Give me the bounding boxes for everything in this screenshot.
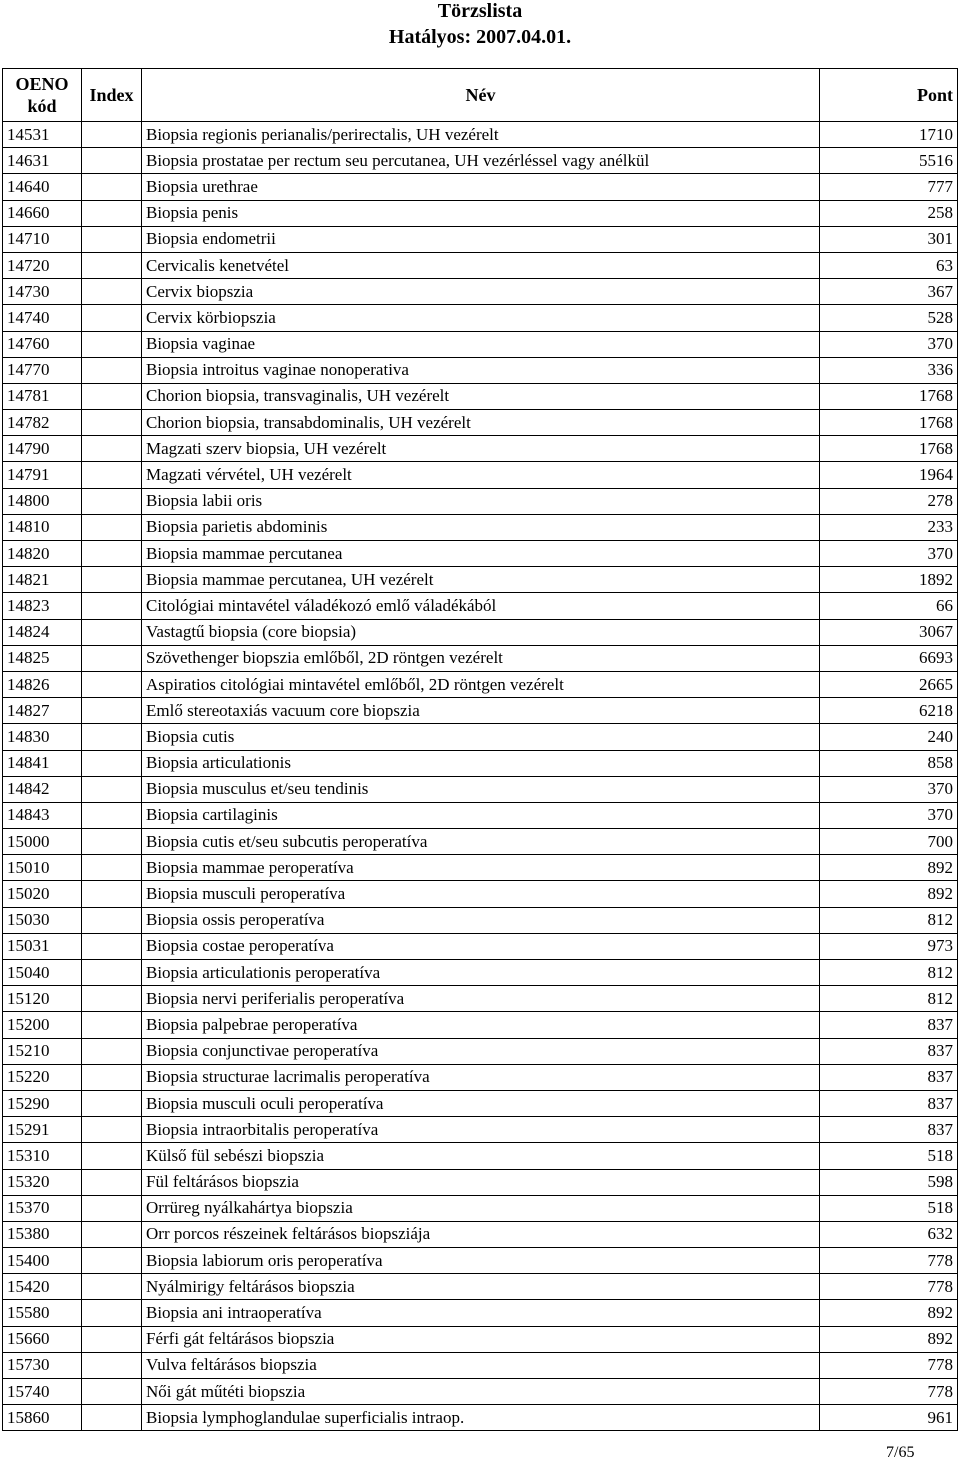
points-cell: 892 xyxy=(820,1326,958,1352)
table-row xyxy=(3,305,958,331)
procedure-name-cell: Szövethenger biopszia emlőből, 2D röntgen vezérelt xyxy=(142,645,820,671)
points-cell: 837 xyxy=(820,1012,958,1038)
index-cell xyxy=(82,671,142,697)
index-cell xyxy=(82,488,142,514)
points-cell: 700 xyxy=(820,829,958,855)
table-row xyxy=(3,698,958,724)
index-cell xyxy=(82,750,142,776)
points-cell: 336 xyxy=(820,357,958,383)
table-row xyxy=(3,593,958,619)
column-header-name: Név xyxy=(142,69,820,122)
oeno-code-cell: 14830 xyxy=(3,724,82,750)
procedure-name-cell: Biopsia lymphoglandulae superficialis intraop. xyxy=(142,1405,820,1431)
table-row xyxy=(3,462,958,488)
document-title: Törzslista xyxy=(437,0,523,22)
oeno-code-cell: 15740 xyxy=(3,1379,82,1405)
points-cell: 632 xyxy=(820,1221,958,1247)
table-row xyxy=(3,331,958,357)
index-cell xyxy=(82,802,142,828)
oeno-code-cell: 14841 xyxy=(3,750,82,776)
table-header-row xyxy=(3,69,958,122)
index-cell xyxy=(82,907,142,933)
table-row xyxy=(3,907,958,933)
procedure-name-cell: Biopsia introitus vaginae nonoperativa xyxy=(142,357,820,383)
table-row xyxy=(3,1117,958,1143)
procedure-name-cell: Biopsia labii oris xyxy=(142,488,820,514)
table-row xyxy=(3,1012,958,1038)
points-cell: 3067 xyxy=(820,619,958,645)
oeno-code-cell: 14770 xyxy=(3,357,82,383)
index-cell xyxy=(82,436,142,462)
procedure-name-cell: Biopsia penis xyxy=(142,200,820,226)
procedure-name-cell: Nyálmirigy feltárásos biopszia xyxy=(142,1274,820,1300)
points-cell: 63 xyxy=(820,252,958,278)
points-cell: 528 xyxy=(820,305,958,331)
table-row xyxy=(3,1221,958,1247)
points-cell: 301 xyxy=(820,226,958,252)
index-cell xyxy=(82,1090,142,1116)
procedure-name-cell: Női gát műtéti biopszia xyxy=(142,1379,820,1405)
points-cell: 1768 xyxy=(820,383,958,409)
points-cell: 1710 xyxy=(820,122,958,148)
points-cell: 858 xyxy=(820,750,958,776)
procedure-name-cell: Biopsia mammae percutanea, UH vezérelt xyxy=(142,567,820,593)
table-row xyxy=(3,881,958,907)
table-row xyxy=(3,541,958,567)
index-cell xyxy=(82,619,142,645)
points-cell: 837 xyxy=(820,1038,958,1064)
index-cell xyxy=(82,122,142,148)
index-cell xyxy=(82,174,142,200)
procedure-name-cell: Biopsia articulationis peroperatíva xyxy=(142,960,820,986)
table-row xyxy=(3,1326,958,1352)
oeno-code-cell: 15380 xyxy=(3,1221,82,1247)
table-row xyxy=(3,1143,958,1169)
table-row xyxy=(3,357,958,383)
oeno-code-cell: 14760 xyxy=(3,331,82,357)
oeno-code-cell: 15010 xyxy=(3,855,82,881)
table-row xyxy=(3,514,958,540)
points-cell: 1892 xyxy=(820,567,958,593)
procedure-name-cell: Magzati vérvétel, UH vezérelt xyxy=(142,462,820,488)
procedure-name-cell: Biopsia cartilaginis xyxy=(142,802,820,828)
table-row xyxy=(3,645,958,671)
index-cell xyxy=(82,1012,142,1038)
procedure-name-cell: Biopsia ossis peroperatíva xyxy=(142,907,820,933)
index-cell xyxy=(82,593,142,619)
points-cell: 370 xyxy=(820,802,958,828)
procedure-name-cell: Biopsia palpebrae peroperatíva xyxy=(142,1012,820,1038)
table-row xyxy=(3,279,958,305)
oeno-code-cell: 15660 xyxy=(3,1326,82,1352)
oeno-code-cell: 15291 xyxy=(3,1117,82,1143)
procedure-name-cell: Férfi gát feltárásos biopszia xyxy=(142,1326,820,1352)
index-cell xyxy=(82,1405,142,1431)
oeno-code-cell: 15040 xyxy=(3,960,82,986)
index-cell xyxy=(82,279,142,305)
procedure-name-cell: Emlő stereotaxiás vacuum core biopszia xyxy=(142,698,820,724)
index-cell xyxy=(82,226,142,252)
index-cell xyxy=(82,933,142,959)
index-cell xyxy=(82,305,142,331)
index-cell xyxy=(82,829,142,855)
oeno-code-cell: 15120 xyxy=(3,986,82,1012)
procedure-name-cell: Chorion biopsia, transabdominalis, UH vezérelt xyxy=(142,410,820,436)
procedure-name-cell: Biopsia regionis perianalis/perirectalis, UH vezérelt xyxy=(142,122,820,148)
oeno-code-cell: 14791 xyxy=(3,462,82,488)
oeno-header-line2: kód xyxy=(27,96,57,116)
index-cell xyxy=(82,200,142,226)
index-cell xyxy=(82,541,142,567)
points-cell: 370 xyxy=(820,776,958,802)
column-header-index: Index xyxy=(82,69,142,122)
procedure-name-cell: Fül feltárásos biopszia xyxy=(142,1169,820,1195)
oeno-code-cell: 14740 xyxy=(3,305,82,331)
index-cell xyxy=(82,252,142,278)
index-cell xyxy=(82,1274,142,1300)
table-row xyxy=(3,488,958,514)
table-row xyxy=(3,383,958,409)
oeno-code-cell: 14810 xyxy=(3,514,82,540)
index-cell xyxy=(82,1379,142,1405)
oeno-code-cell: 15730 xyxy=(3,1352,82,1378)
index-cell xyxy=(82,1248,142,1274)
index-cell xyxy=(82,724,142,750)
index-cell xyxy=(82,148,142,174)
oeno-code-cell: 14823 xyxy=(3,593,82,619)
table-row xyxy=(3,829,958,855)
table-row xyxy=(3,671,958,697)
points-cell: 961 xyxy=(820,1405,958,1431)
points-cell: 1768 xyxy=(820,436,958,462)
index-cell xyxy=(82,1195,142,1221)
column-header-points: Pont xyxy=(820,69,958,122)
procedure-name-cell: Biopsia vaginae xyxy=(142,331,820,357)
procedure-name-cell: Biopsia articulationis xyxy=(142,750,820,776)
points-cell: 777 xyxy=(820,174,958,200)
procedure-name-cell: Biopsia structurae lacrimalis peroperatíva xyxy=(142,1064,820,1090)
table-row xyxy=(3,1195,958,1221)
oeno-code-cell: 14843 xyxy=(3,802,82,828)
procedure-name-cell: Biopsia cutis xyxy=(142,724,820,750)
index-cell xyxy=(82,986,142,1012)
points-cell: 837 xyxy=(820,1090,958,1116)
points-cell: 370 xyxy=(820,331,958,357)
table-row xyxy=(3,1300,958,1326)
effective-date: Hatályos: 2007.04.01. xyxy=(388,26,572,48)
oeno-code-cell: 14826 xyxy=(3,671,82,697)
oeno-code-cell: 14825 xyxy=(3,645,82,671)
oeno-code-cell: 15020 xyxy=(3,881,82,907)
table-row xyxy=(3,1038,958,1064)
oeno-code-cell: 14531 xyxy=(3,122,82,148)
points-cell: 240 xyxy=(820,724,958,750)
oeno-code-cell: 14782 xyxy=(3,410,82,436)
index-cell xyxy=(82,960,142,986)
oeno-code-cell: 15860 xyxy=(3,1405,82,1431)
index-cell xyxy=(82,1038,142,1064)
oeno-code-cell: 15031 xyxy=(3,933,82,959)
points-cell: 812 xyxy=(820,960,958,986)
oeno-code-cell: 15000 xyxy=(3,829,82,855)
points-cell: 973 xyxy=(820,933,958,959)
points-cell: 6218 xyxy=(820,698,958,724)
table-row xyxy=(3,148,958,174)
procedure-name-cell: Biopsia labiorum oris peroperatíva xyxy=(142,1248,820,1274)
procedure-name-cell: Citológiai mintavétel váladékozó emlő váladékából xyxy=(142,593,820,619)
procedure-name-cell: Cervix biopszia xyxy=(142,279,820,305)
index-cell xyxy=(82,357,142,383)
procedure-name-cell: Biopsia nervi periferialis peroperatíva xyxy=(142,986,820,1012)
oeno-code-cell: 15320 xyxy=(3,1169,82,1195)
procedure-name-cell: Chorion biopsia, transvaginalis, UH vezérelt xyxy=(142,383,820,409)
page-number: 7/65 xyxy=(886,1444,915,1461)
procedure-name-cell: Biopsia costae peroperatíva xyxy=(142,933,820,959)
table-row xyxy=(3,750,958,776)
index-cell xyxy=(82,1143,142,1169)
oeno-code-cell: 14720 xyxy=(3,252,82,278)
points-cell: 778 xyxy=(820,1352,958,1378)
procedure-name-cell: Biopsia conjunctivae peroperatíva xyxy=(142,1038,820,1064)
points-cell: 598 xyxy=(820,1169,958,1195)
points-cell: 778 xyxy=(820,1248,958,1274)
oeno-code-cell: 14820 xyxy=(3,541,82,567)
index-cell xyxy=(82,1064,142,1090)
procedure-name-cell: Biopsia ani intraoperatíva xyxy=(142,1300,820,1326)
table-row xyxy=(3,200,958,226)
table-row xyxy=(3,855,958,881)
oeno-code-cell: 14800 xyxy=(3,488,82,514)
oeno-code-cell: 15310 xyxy=(3,1143,82,1169)
procedure-table xyxy=(2,68,958,1431)
points-cell: 778 xyxy=(820,1379,958,1405)
column-header-oeno-code xyxy=(3,69,82,122)
oeno-code-cell: 15210 xyxy=(3,1038,82,1064)
table-row xyxy=(3,960,958,986)
index-cell xyxy=(82,462,142,488)
procedure-name-cell: Aspiratios citológiai mintavétel emlőből, 2D röntgen vezérelt xyxy=(142,671,820,697)
index-cell xyxy=(82,1221,142,1247)
table-row xyxy=(3,776,958,802)
points-cell: 892 xyxy=(820,855,958,881)
oeno-code-cell: 15290 xyxy=(3,1090,82,1116)
oeno-code-cell: 15200 xyxy=(3,1012,82,1038)
points-cell: 6693 xyxy=(820,645,958,671)
points-cell: 1768 xyxy=(820,410,958,436)
procedure-name-cell: Cervix körbiopszia xyxy=(142,305,820,331)
oeno-code-cell: 15400 xyxy=(3,1248,82,1274)
table-row xyxy=(3,986,958,1012)
oeno-code-cell: 14824 xyxy=(3,619,82,645)
index-cell xyxy=(82,855,142,881)
oeno-code-cell: 14781 xyxy=(3,383,82,409)
points-cell: 837 xyxy=(820,1117,958,1143)
index-cell xyxy=(82,383,142,409)
oeno-code-cell: 14660 xyxy=(3,200,82,226)
index-cell xyxy=(82,1117,142,1143)
oeno-code-cell: 15420 xyxy=(3,1274,82,1300)
procedure-name-cell: Biopsia mammae peroperatíva xyxy=(142,855,820,881)
points-cell: 367 xyxy=(820,279,958,305)
points-cell: 5516 xyxy=(820,148,958,174)
points-cell: 1964 xyxy=(820,462,958,488)
index-cell xyxy=(82,1169,142,1195)
oeno-code-cell: 14790 xyxy=(3,436,82,462)
points-cell: 892 xyxy=(820,881,958,907)
table-row xyxy=(3,226,958,252)
procedure-name-cell: Magzati szerv biopsia, UH vezérelt xyxy=(142,436,820,462)
oeno-code-cell: 14631 xyxy=(3,148,82,174)
procedure-name-cell: Vulva feltárásos biopszia xyxy=(142,1352,820,1378)
procedure-name-cell: Biopsia intraorbitalis peroperatíva xyxy=(142,1117,820,1143)
points-cell: 233 xyxy=(820,514,958,540)
table-row xyxy=(3,1405,958,1431)
points-cell: 812 xyxy=(820,907,958,933)
procedure-name-cell: Biopsia musculi oculi peroperatíva xyxy=(142,1090,820,1116)
procedure-name-cell: Biopsia urethrae xyxy=(142,174,820,200)
table-body xyxy=(3,122,958,1431)
index-cell xyxy=(82,331,142,357)
points-cell: 2665 xyxy=(820,671,958,697)
oeno-code-cell: 15220 xyxy=(3,1064,82,1090)
procedure-name-cell: Biopsia endometrii xyxy=(142,226,820,252)
points-cell: 258 xyxy=(820,200,958,226)
oeno-code-cell: 14821 xyxy=(3,567,82,593)
points-cell: 778 xyxy=(820,1274,958,1300)
oeno-code-cell: 14842 xyxy=(3,776,82,802)
index-cell xyxy=(82,410,142,436)
oeno-code-cell: 14827 xyxy=(3,698,82,724)
index-cell xyxy=(82,698,142,724)
index-cell xyxy=(82,645,142,671)
table-row xyxy=(3,1379,958,1405)
points-cell: 892 xyxy=(820,1300,958,1326)
index-cell xyxy=(82,1352,142,1378)
oeno-code-cell: 15580 xyxy=(3,1300,82,1326)
table-row xyxy=(3,1274,958,1300)
procedure-name-cell: Biopsia cutis et/seu subcutis peroperatíva xyxy=(142,829,820,855)
points-cell: 370 xyxy=(820,541,958,567)
points-cell: 812 xyxy=(820,986,958,1012)
procedure-name-cell: Orr porcos részeinek feltárásos biopsziája xyxy=(142,1221,820,1247)
points-cell: 518 xyxy=(820,1195,958,1221)
table-row xyxy=(3,1090,958,1116)
procedure-name-cell: Vastagtű biopsia (core biopsia) xyxy=(142,619,820,645)
table-row xyxy=(3,619,958,645)
index-cell xyxy=(82,881,142,907)
oeno-code-cell: 14730 xyxy=(3,279,82,305)
table-row xyxy=(3,567,958,593)
oeno-code-cell: 14640 xyxy=(3,174,82,200)
table-row xyxy=(3,1169,958,1195)
index-cell xyxy=(82,514,142,540)
procedure-name-cell: Cervicalis kenetvétel xyxy=(142,252,820,278)
table-row xyxy=(3,1248,958,1274)
procedure-name-cell: Biopsia mammae percutanea xyxy=(142,541,820,567)
points-cell: 278 xyxy=(820,488,958,514)
procedure-name-cell: Biopsia prostatae per rectum seu percutanea, UH vezérléssel vagy anélkül xyxy=(142,148,820,174)
procedure-name-cell: Biopsia parietis abdominis xyxy=(142,514,820,540)
oeno-code-cell: 15370 xyxy=(3,1195,82,1221)
procedure-name-cell: Biopsia musculus et/seu tendinis xyxy=(142,776,820,802)
index-cell xyxy=(82,1326,142,1352)
table-row xyxy=(3,1352,958,1378)
table-row xyxy=(3,410,958,436)
points-cell: 837 xyxy=(820,1064,958,1090)
points-cell: 66 xyxy=(820,593,958,619)
points-cell: 518 xyxy=(820,1143,958,1169)
table-row xyxy=(3,724,958,750)
table-row xyxy=(3,252,958,278)
oeno-code-cell: 15030 xyxy=(3,907,82,933)
table-row xyxy=(3,933,958,959)
table-row xyxy=(3,122,958,148)
table-row xyxy=(3,1064,958,1090)
index-cell xyxy=(82,567,142,593)
oeno-code-cell: 14710 xyxy=(3,226,82,252)
procedure-name-cell: Orrüreg nyálkahártya biopszia xyxy=(142,1195,820,1221)
oeno-header-line1: OENO xyxy=(15,74,69,94)
table-row xyxy=(3,436,958,462)
procedure-name-cell: Külső fül sebészi biopszia xyxy=(142,1143,820,1169)
table-row xyxy=(3,802,958,828)
index-cell xyxy=(82,1300,142,1326)
index-cell xyxy=(82,776,142,802)
procedure-name-cell: Biopsia musculi peroperatíva xyxy=(142,881,820,907)
table-row xyxy=(3,174,958,200)
